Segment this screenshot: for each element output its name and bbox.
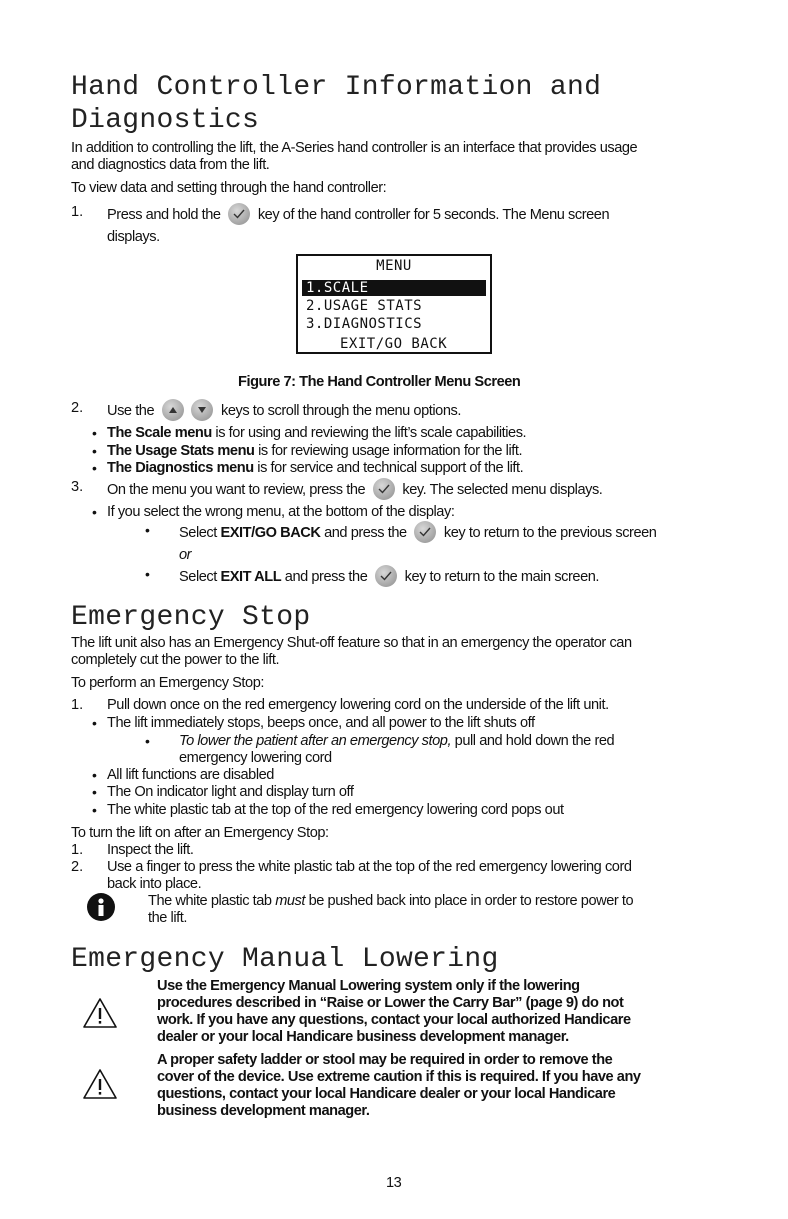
bullet: • (92, 425, 97, 441)
step-2-text-b: keys to scroll through the menu options. (220, 402, 461, 419)
bullet-rest: is for reviewing usage information for the lift. (254, 443, 523, 459)
bullet-bold: The Scale menu (107, 425, 212, 441)
step-2-text (107, 400, 461, 422)
figure-caption: Figure 7: The Hand Controller Menu Screen (238, 374, 521, 390)
bullet: • (92, 784, 97, 800)
step-text-cont: back into place. (107, 876, 202, 892)
sub-text: key to return to the main screen. (404, 568, 600, 585)
down-arrow-key-icon (191, 399, 213, 421)
sub-bullet-lower-patient (179, 733, 614, 749)
note-text (148, 893, 633, 909)
step-number: 3. (71, 479, 84, 495)
menu-item-diagnostics: 3.DIAGNOSTICS (306, 316, 423, 332)
check-key-icon (373, 478, 395, 500)
step-3-text-a: On the menu you want to review, press the (107, 481, 366, 498)
sub-bullet-cont: emergency lowering cord (179, 750, 332, 766)
sub-text: Select (179, 524, 221, 541)
menu-title: MENU (376, 258, 412, 274)
bullet-text: The On indicator light and display turn off (107, 784, 354, 800)
step-3-text-b: key. The selected menu displays. (402, 481, 603, 498)
warning-text-1: Use the Emergency Manual Lowering system only if the lowering (157, 978, 580, 994)
bullet-diagnostics-menu (107, 460, 523, 476)
step-number: 2. (71, 400, 84, 416)
bullet-text: The white plastic tab at the top of the red emergency lowering cord pops out (107, 802, 564, 818)
wrong-menu-text: If you select the wrong menu, at the bottom of the display: (107, 504, 455, 520)
bullet: • (92, 715, 97, 731)
sub-text: and press the (320, 524, 407, 541)
step-1-text: Pull down once on the red emergency lowering cord on the underside of the lift unit. (107, 697, 609, 713)
intro-text-cont: completely cut the power to the lift. (71, 652, 280, 668)
bullet-bold: The Usage Stats menu (107, 443, 255, 459)
step-text: Inspect the lift. (107, 842, 194, 858)
bullet-bold: The Diagnostics menu (107, 460, 254, 476)
info-icon (87, 893, 115, 921)
sub-italic: To lower the patient after an emergency stop, (179, 733, 452, 749)
note-text-b: be pushed back into place in order to restore power to (305, 893, 634, 909)
section-title-hand-controller-cont: Diagnostics (71, 105, 260, 136)
bullet: • (92, 460, 97, 476)
bullet-text: All lift functions are disabled (107, 767, 274, 783)
warning-text-1: dealer or your local Handicare business development manager. (157, 1029, 569, 1045)
sub-text: Select (179, 568, 221, 585)
warning-icon (82, 1068, 118, 1100)
step-2-text-a: Use the (107, 402, 155, 419)
intro-text: The lift unit also has an Emergency Shut-off feature so that in an emergency the operator can (71, 635, 632, 651)
sub-text: pull and hold down the red (451, 733, 615, 749)
bullet-usage-stats-menu (107, 443, 522, 459)
menu-item-scale: 1.SCALE (302, 280, 486, 296)
instruction-text: To turn the lift on after an Emergency Stop: (71, 825, 329, 841)
step-1-text-b: key of the hand controller for 5 seconds. The Menu screen (257, 206, 610, 223)
note-italic: must (275, 893, 306, 909)
bullet: • (145, 733, 150, 749)
warning-text-2: questions, contact your local Handicare dealer or your local Handicare (157, 1086, 616, 1102)
menu-screen-figure (296, 254, 492, 354)
bullet-text: The lift immediately stops, beeps once, and all power to the lift shuts off (107, 715, 535, 731)
intro-text-cont: and diagnostics data from the lift. (71, 157, 270, 173)
check-key-icon (414, 521, 436, 543)
sub-text: key to return to the previous screen (443, 524, 657, 541)
step-number: 2. (71, 859, 84, 875)
menu-exit: EXIT/GO BACK (340, 336, 448, 352)
sub-text: and press the (281, 568, 368, 585)
or-text: or (179, 547, 192, 563)
bullet: • (92, 802, 97, 818)
bullet: • (145, 522, 150, 538)
menu-item-usage-stats: 2.USAGE STATS (306, 298, 423, 314)
warning-text-1: procedures described in “Raise or Lower the Carry Bar” (page 9) do not (157, 995, 624, 1011)
note-text-a: The white plastic tab (148, 893, 276, 909)
step-number: 1. (71, 842, 84, 858)
bullet: • (92, 767, 97, 783)
step-text: Use a finger to press the white plastic tab at the top of the red emergency lowering cord (107, 859, 632, 875)
sub-bold: EXIT ALL (220, 568, 282, 585)
instruction-text: To view data and setting through the hand controller: (71, 180, 387, 196)
step-number: 1. (71, 204, 84, 220)
step-1-text-a: Press and hold the (107, 206, 221, 223)
sub-bullet-exit-go-back (179, 522, 656, 544)
check-key-icon (375, 565, 397, 587)
warning-text-2: business development manager. (157, 1103, 370, 1119)
section-title-emergency-stop: Emergency Stop (71, 602, 311, 633)
warning-icon (82, 997, 118, 1029)
warning-text-1: work. If you have any questions, contact your local authorized Handicare (157, 1012, 631, 1028)
step-number: 1. (71, 697, 84, 713)
bullet: • (145, 566, 150, 582)
instruction-text: To perform an Emergency Stop: (71, 675, 264, 691)
section-title-hand-controller: Hand Controller Information and (71, 72, 602, 103)
intro-text: In addition to controlling the lift, the A-Series hand controller is an interface that provides usage (71, 140, 638, 156)
section-title-emergency-manual-lowering: Emergency Manual Lowering (71, 944, 499, 975)
check-key-icon (228, 203, 250, 225)
bullet-rest: is for using and reviewing the lift’s scale capabilities. (211, 425, 527, 441)
page-number: 13 (386, 1175, 402, 1191)
bullet-scale-menu (107, 425, 526, 441)
warning-text-2: cover of the device. Use extreme caution if this is required. If you have any (157, 1069, 641, 1085)
bullet-rest: is for service and technical support of the lift. (253, 460, 524, 476)
step-1-text (107, 204, 609, 226)
step-1-text-c: displays. (107, 229, 160, 245)
bullet: • (92, 504, 97, 520)
step-3-text (107, 479, 602, 501)
bullet: • (92, 443, 97, 459)
sub-bullet-exit-all (179, 566, 599, 588)
warning-text-2: A proper safety ladder or stool may be required in order to remove the (157, 1052, 613, 1068)
note-text-cont: the lift. (148, 910, 187, 926)
up-arrow-key-icon (162, 399, 184, 421)
sub-bold: EXIT/GO BACK (220, 524, 321, 541)
